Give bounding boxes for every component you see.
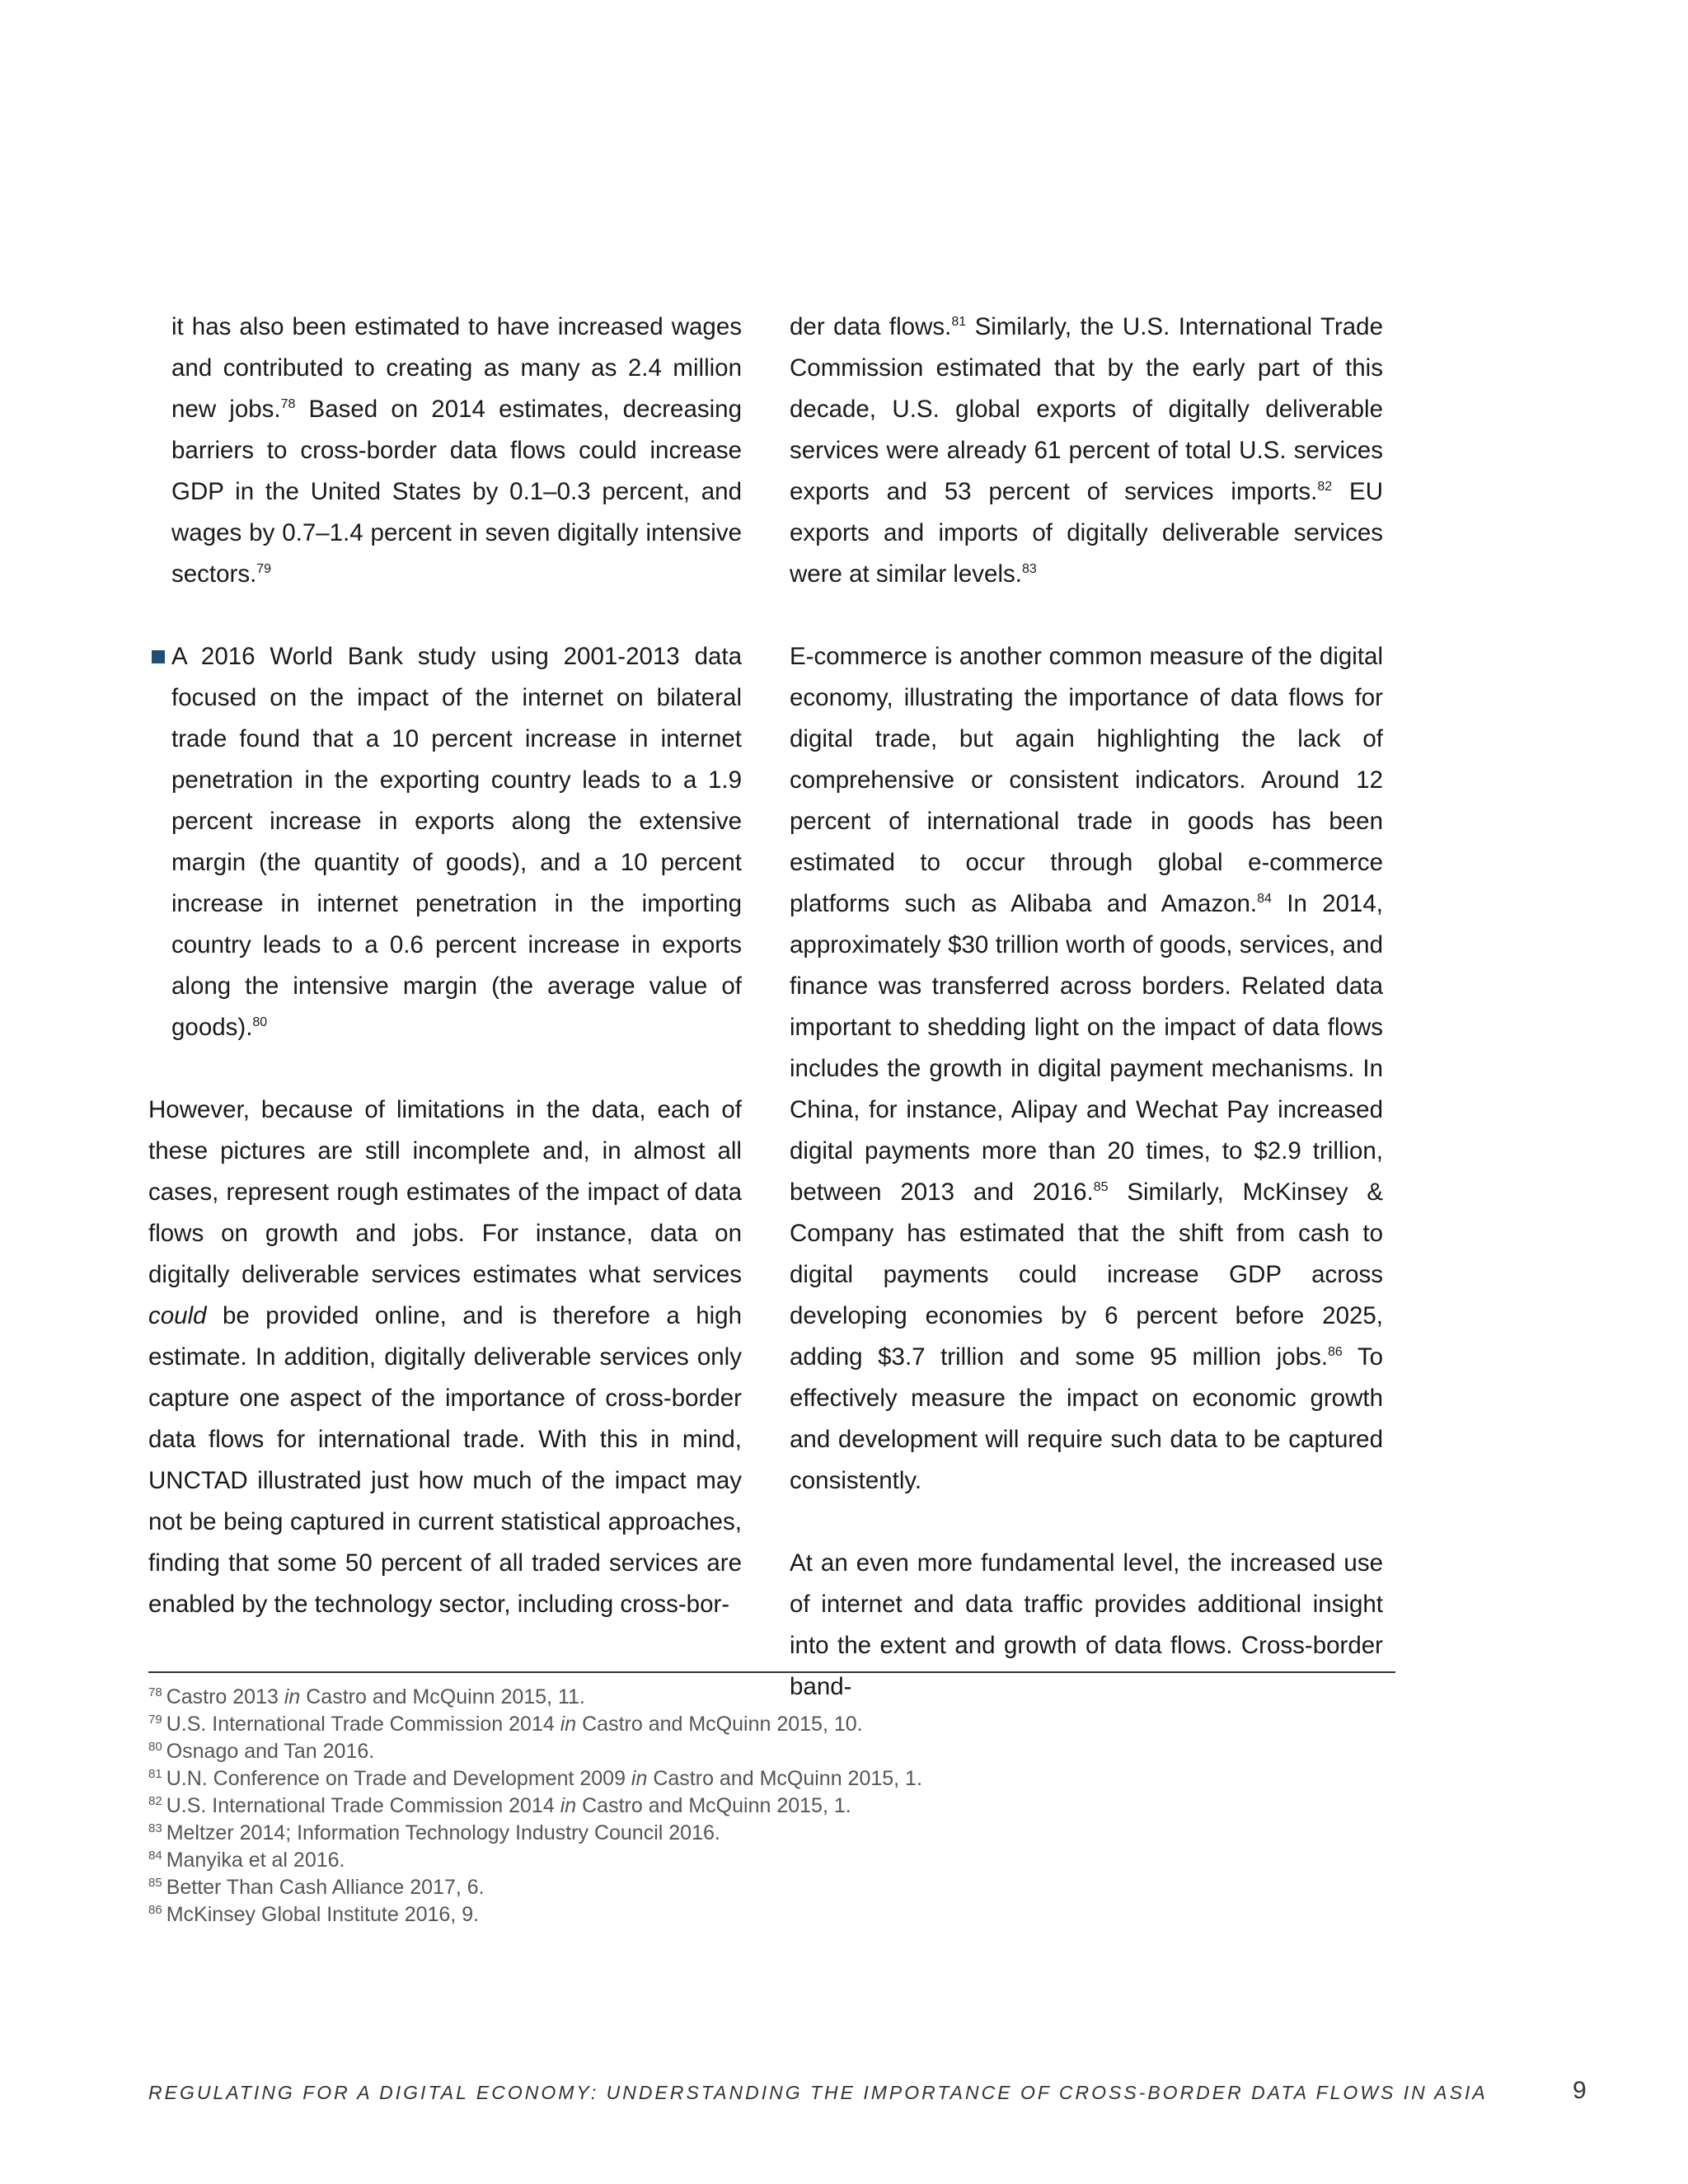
footnote-81: $^{81}$ U.N. Conference on Trade and Development 2009 in Castro and McQuinn 2015, 1. xyxy=(148,1766,922,1790)
page-number: 9 xyxy=(1573,2077,1587,2104)
footnote-79: $^{79}$ U.S. International Trade Commission 2014 in Castro and McQuinn 2015, 10. xyxy=(148,1712,863,1736)
footnote-ref-85[interactable]: 85 xyxy=(1093,1180,1109,1195)
footnote-80: $^{80}$ Osnago and Tan 2016. xyxy=(148,1739,375,1763)
body-paragraph xyxy=(148,1090,742,1625)
left-column xyxy=(148,307,742,1625)
paragraph-text: E-commerce is another common measure of the digital economy, illustrating the importance of data flows for digital trade, but again highlighting the lack of comprehensive or consistent indicators. Around 12 percent of international trade in goods has been estimated to occur through global e-commerce platforms such as Alibaba and Amazon. xyxy=(790,643,1383,917)
bullet-item xyxy=(148,636,742,1048)
footnote-divider xyxy=(148,1671,1395,1673)
right-column xyxy=(790,307,1383,1708)
paragraph-text: Similarly, McKinsey & Company has estimated that the shift from cash to digital payments could increase GDP across developing economies by 6 percent before 2025, adding $3.7 trillion and some 95 million jobs. xyxy=(790,1179,1383,1371)
paragraph-text: At an even more fundamental level, the increased use of internet and data traffic provides additional insight into the extent and growth of data flows. Cross-border band- xyxy=(790,1549,1383,1700)
paragraph-text: it has also been estimated to have increased wages and contributed to creating as many as 2.4 million new jobs. xyxy=(171,313,742,423)
paragraph-text: A 2016 World Bank study using 2001-2013 data focused on the impact of the internet on bilateral trade found that a 10 percent increase in internet penetration in the exporting country leads to a 1.9 percent increase in exports along the extensive margin (the quantity of goods), and a 10 percent increase in internet penetration in the importing country leads to a 0.6 percent increase in exports along the intensive margin (the average value of goods). xyxy=(171,643,742,1041)
footnote-ref-82[interactable]: 82 xyxy=(1317,480,1333,494)
footnote-ref-83[interactable]: 83 xyxy=(1021,562,1037,577)
paragraph-text: EU exports and imports of digitally deliverable services were at similar levels. xyxy=(790,478,1383,588)
footnote-85: $^{85}$ Better Than Cash Alliance 2017, 6. xyxy=(148,1875,485,1899)
body-paragraph xyxy=(790,1543,1383,1708)
footnote-ref-80[interactable]: 80 xyxy=(252,1015,268,1030)
paragraph-text: To effectively measure the impact on economic growth and development will require such data to be captured consistently. xyxy=(790,1343,1383,1494)
paragraph-text: be provided online, and is therefore a high estimate. In addition, digitally deliverable services only capture one aspect of the importance of cross-border data flows for international trade. With this in mind, UNCTAD illustrated just how much of the impact may not be being captured in current statistical approaches, finding that some 50 percent of all traded services are enabled by the technology sector, including cross-bor- xyxy=(148,1302,742,1618)
paragraph-text: der data flows. xyxy=(790,313,952,340)
emphasis-text: could xyxy=(148,1302,207,1329)
paragraph-text: In 2014, approximately $30 trillion worth of goods, services, and finance was transferred across borders. Related data important to shedding light on the impact of data flows includes the growth in digital payment mechanisms. In China, for instance, Alipay and Wechat Pay increased digital payments more than 20 times, to $2.9 trillion, between 2013 and 2016. xyxy=(790,890,1383,1206)
paragraph-text: However, because of limitations in the data, each of these pictures are still incomplete and, in almost all cases, represent rough estimates of the impact of data flows on growth and jobs. For instance, data on digitally deliverable services estimates what services xyxy=(148,1096,742,1288)
footnote-78: $^{78}$ Castro 2013 in Castro and McQuinn 2015, 11. xyxy=(148,1685,585,1708)
footnote-82: $^{82}$ U.S. International Trade Commission 2014 in Castro and McQuinn 2015, 1. xyxy=(148,1793,851,1817)
footnote-ref-81[interactable]: 81 xyxy=(951,315,967,330)
footnote-ref-86[interactable]: 86 xyxy=(1328,1345,1343,1360)
footnote-84: $^{84}$ Manyika et al 2016. xyxy=(148,1848,345,1872)
paragraph-text: Similarly, the U.S. International Trade Commission estimated that by the early part of this decade, U.S. global exports of digitally deliverable services were already 61 percent of total U.S. services exports and 53 percent of services imports. xyxy=(790,313,1383,505)
running-footer-title: REGULATING FOR A DIGITAL ECONOMY: UNDERSTANDING THE IMPORTANCE OF CROSS-BORDER DATA FLOWS IN ASIA xyxy=(148,2082,1488,2103)
body-paragraph xyxy=(790,636,1383,1502)
footnote-83: $^{83}$ Meltzer 2014; Information Technology Industry Council 2016. xyxy=(148,1821,720,1844)
footnotes xyxy=(148,1684,1401,1929)
bullet-continuation xyxy=(148,307,742,595)
bullet-square-icon xyxy=(152,650,165,663)
body-paragraph xyxy=(790,307,1383,595)
footnote-ref-84[interactable]: 84 xyxy=(1257,892,1272,907)
footnote-86: $^{86}$ McKinsey Global Institute 2016, 9. xyxy=(148,1902,480,1926)
footnote-ref-79[interactable]: 79 xyxy=(256,562,272,577)
paragraph-text: Based on 2014 estimates, decreasing barriers to cross-border data flows could increase GDP in the United States by 0.1–0.3 percent, and wages by 0.7–1.4 percent in seven digitally intensive sectors. xyxy=(171,396,742,588)
footnote-ref-78[interactable]: 78 xyxy=(280,397,296,412)
